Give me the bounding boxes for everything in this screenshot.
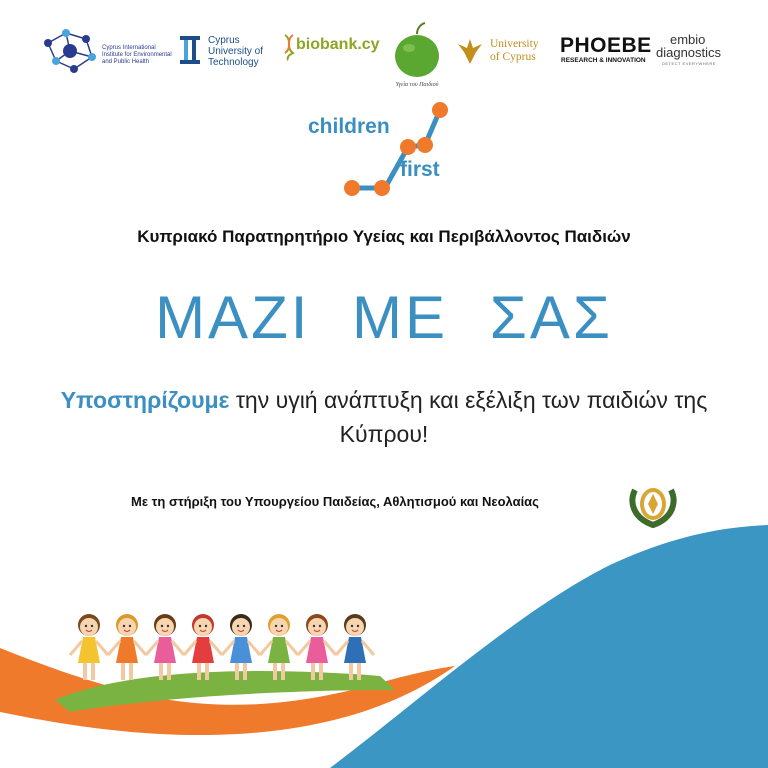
network-logo-icon [40,25,102,77]
support-statement: Με τη στήριξη του Υπουργείου Παιδείας, Αθλητισμού και Νεολαίας [131,494,539,509]
embio-line2: diagnostics [656,45,722,60]
apple-text: Υγεία του Παιδιού [395,82,439,88]
apple-icon [387,20,447,80]
cut-logo-icon [178,34,204,66]
ciiphe-line1: Cyprus International [102,45,156,51]
cut-line2: University of [208,46,264,57]
dna-icon [283,33,295,61]
phoebe-logo [560,34,652,68]
biobank-text: biobank.cy [296,36,380,53]
brand-word-children: children [308,115,390,138]
child-health-logo [387,20,447,88]
embio-logo [656,32,736,68]
ucy-logo [455,33,555,67]
child-figure [336,614,374,680]
cyprus-emblem-icon [625,480,681,528]
ciiphe-logo [40,25,180,77]
child-figure [70,614,108,680]
tagline-rest: την υγιή ανάπτυξη και εξέλιξη των παιδιών της Κύπρου! [229,387,708,447]
children-first-logo [300,95,470,205]
child-figure [146,614,184,680]
brand-word-first: first [400,158,440,181]
child-figure [260,614,298,680]
child-figure [184,614,222,680]
embio-line1: embio [670,32,706,47]
tagline [60,383,708,451]
phoebe-subtitle: RESEARCH & INNOVATION [561,57,646,64]
ucy-line1: University [490,38,539,50]
phoebe-title: PHOEBE [560,34,652,57]
children-group-illustration [55,605,415,695]
embio-line3: DETECT EVERYWHERE [662,61,716,66]
observatory-title: Κυπριακό Παρατηρητήριο Υγείας και Περιβάλλοντος Παιδιών [137,227,631,246]
ciiphe-line2: Institute for Environmental [102,52,172,58]
ciiphe-line3: and Public Health [102,59,150,65]
cut-line1: Cyprus [208,35,240,46]
children-first-graph-icon [300,95,470,205]
child-figure [108,614,146,680]
ucy-crest-icon [455,36,485,66]
child-figure [298,614,336,680]
cut-logo [178,30,278,70]
cut-line3: Technology [208,57,259,68]
tagline-highlight: Υποστηρίζουμε [60,387,230,413]
headline: ΜΑΖΙ ΜΕ ΣΑΣ [155,284,613,351]
biobank-logo [283,33,383,63]
child-figure [222,614,260,680]
ucy-line2: of Cyprus [490,51,536,63]
